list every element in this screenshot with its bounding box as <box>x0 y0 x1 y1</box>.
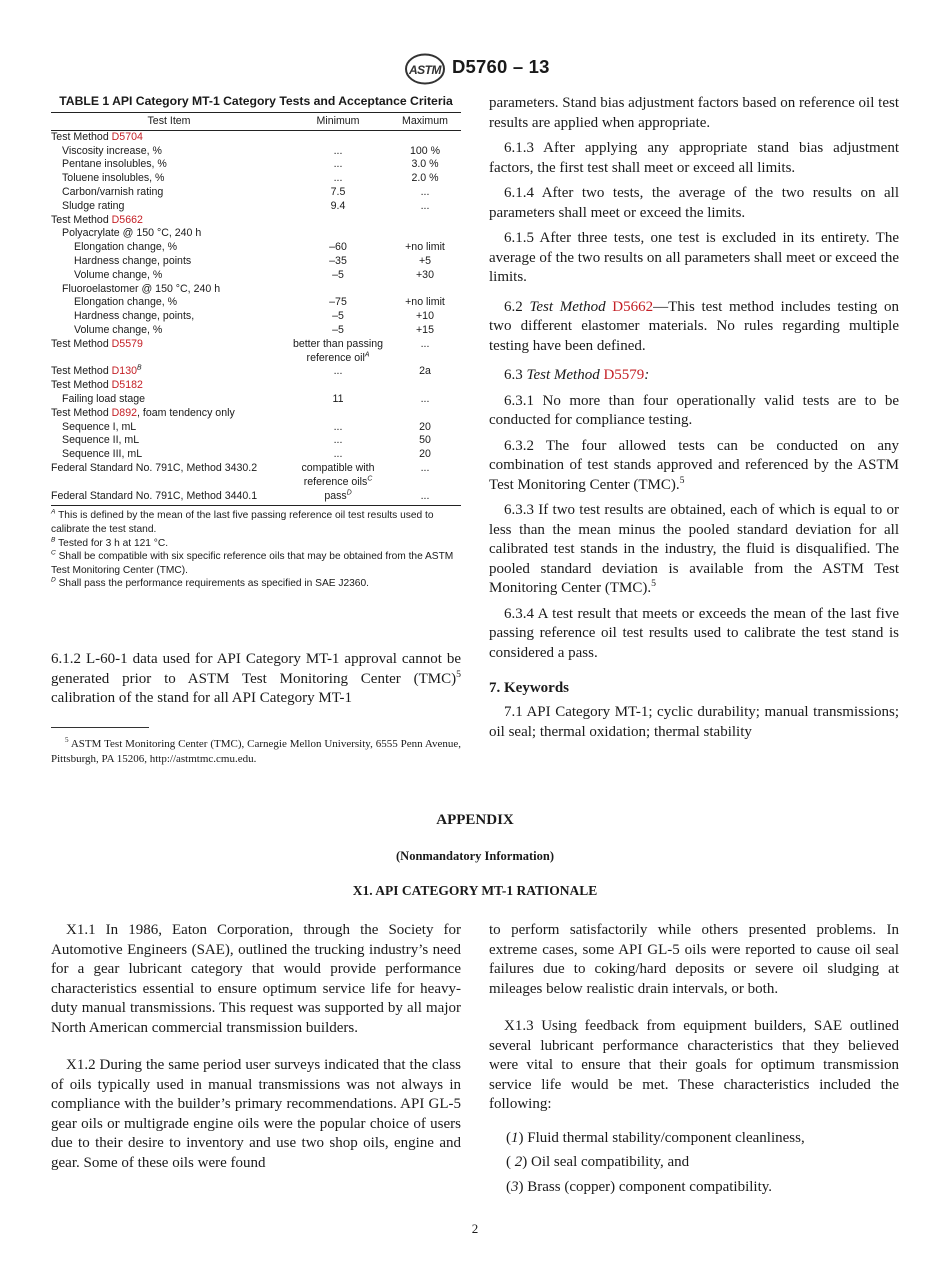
table-title: TABLE 1 API Category MT-1 Category Tests and Acceptance Criteria <box>59 94 453 108</box>
standard-ref-link[interactable]: D892 <box>111 406 137 419</box>
maximum-cell: ... <box>420 461 430 474</box>
appendix-right-column <box>489 921 899 1197</box>
keywords-heading: 7. Keywords <box>489 680 569 696</box>
minimum-cell: –60 <box>329 241 347 254</box>
test-item-cell: Fluoroelastomer @ 150 °C, 240 h <box>62 282 221 295</box>
table-row <box>51 130 461 144</box>
list-item: (3) Brass (copper) component compatibility. <box>506 1178 773 1195</box>
para-6-3-4: 6.3.4 A test result that meets or exceeds the mean of the last five passing reference oil test results used to calibrate the test stand is considered a pass. <box>489 605 899 661</box>
test-item-cell: Sequence I, mL <box>62 420 137 433</box>
test-item-cell: Carbon/varnish rating <box>62 185 164 198</box>
para-6-1-cont: parameters. Stand bias adjustment factors based on reference oil test results are applied when appropriate. <box>489 95 899 131</box>
maximum-cell: 2.0 % <box>411 172 439 185</box>
test-item-cell: Elongation change, % <box>74 241 178 254</box>
table-row <box>51 269 461 283</box>
table-row <box>51 338 461 366</box>
para-6-3-3: 6.3.3 If two test results are obtained, each of which is equal to or less than the mean minus the pooled standard deviation for all calibrated test stands in the industry, the fluid is disqualified. The pooled standard deviation is available from the ASTM Test Monitoring Center (TMC).$^5$ <box>489 502 899 596</box>
minimum-cell <box>287 214 389 228</box>
maximum-cell <box>389 379 461 393</box>
footnote-rule <box>51 727 149 728</box>
table-row <box>51 296 461 310</box>
minimum-cell: 11 <box>332 392 344 405</box>
test-item-cell: Failing load stage <box>62 392 146 405</box>
maximum-cell: ... <box>420 185 430 198</box>
maximum-cell: 3.0 % <box>411 158 439 171</box>
para-6-3: 6.3 Test Method D5579: <box>504 367 650 383</box>
list-item: (1) Fluid thermal stability/component cleanliness, <box>506 1129 805 1146</box>
maximum-cell: ... <box>420 392 430 405</box>
para-6-1-2: 6.1.2 L-60-1 data used for API Category MT-1 approval cannot be generated prior to ASTM Test Monitoring Center (TMC)$^5$ calibration of the stand for all API Category MT-1 <box>51 651 461 706</box>
minimum-cell: ... <box>333 420 343 433</box>
table-row <box>51 255 461 269</box>
minimum-cell: –5 <box>332 323 344 336</box>
minimum-cell: ... <box>333 434 343 447</box>
maximum-cell <box>389 227 461 241</box>
test-item-cell: Test Method D5662 <box>51 213 143 226</box>
characteristics-list <box>489 1129 899 1198</box>
minimum-cell: 7.5 <box>330 185 346 198</box>
page-number: 2 <box>471 1221 479 1236</box>
table-row <box>51 365 461 379</box>
appendix-section-heading: X1. API CATEGORY MT-1 RATIONALE <box>352 883 598 898</box>
table-row <box>51 283 461 297</box>
minimum-cell <box>287 227 389 241</box>
maximum-cell: 2a <box>419 365 431 378</box>
test-item-cell: Federal Standard No. 791C, Method 3440.1 <box>51 490 287 506</box>
table-footnotes <box>51 509 461 591</box>
list-item: ( 2) Oil seal compatibility, and <box>506 1154 690 1170</box>
minimum-cell: pass$^D$ <box>287 490 389 506</box>
minimum-cell <box>287 379 389 393</box>
test-item-cell: Test Method $D130^B$ <box>51 364 142 378</box>
table-row <box>51 434 461 448</box>
table-row <box>51 172 461 186</box>
table-footnote: $^A$ This is defined by the mean of the last five passing reference oil test results used to calibrate the test stand. <box>51 508 434 535</box>
table-row <box>51 407 461 421</box>
minimum-cell: compatible with reference oils$^C$ <box>301 461 375 488</box>
minimum-cell: ... <box>333 365 343 378</box>
left-column <box>51 94 461 706</box>
maximum-cell: ... <box>420 199 430 212</box>
para-x1-2-cont: to perform satisfactorily while others presented problems. In extreme cases, some API GL-5 oils were reported to cause oil seal failures due to coking/hard deposits or severe oil sludging at mileages below realistic drain intervals, or both. <box>489 922 899 997</box>
maximum-cell: 20 <box>419 420 431 433</box>
test-item-cell: Volume change, % <box>74 323 163 336</box>
col-header-maximum: Maximum <box>389 113 461 131</box>
minimum-cell: –75 <box>329 296 347 309</box>
maximum-cell: ... <box>420 337 430 350</box>
table-row <box>51 186 461 200</box>
table-body <box>51 130 461 506</box>
table-row <box>51 200 461 214</box>
para-6-2: 6.2 Test Method D5662—This test method includes testing on two different elastomer materials. No rules regarding multiple testing have been defined. <box>489 298 900 354</box>
acceptance-criteria-table <box>51 112 461 506</box>
table-row <box>51 421 461 435</box>
maximum-cell <box>389 214 461 228</box>
maximum-cell: +5 <box>418 254 432 267</box>
minimum-cell: –5 <box>332 310 344 323</box>
standard-ref-link[interactable]: D130 <box>111 365 137 378</box>
minimum-cell: –5 <box>332 268 344 281</box>
test-item-cell: Test Method D5182 <box>51 379 143 392</box>
maximum-cell <box>389 283 461 297</box>
minimum-cell: –35 <box>329 254 347 267</box>
maximum-cell: 20 <box>419 448 431 461</box>
svg-text:ASTM: ASTM <box>409 63 441 77</box>
test-item-cell: Elongation change, % <box>74 296 178 309</box>
table-row <box>51 393 461 407</box>
appendix-left-column <box>51 921 461 1173</box>
maximum-cell <box>389 407 461 421</box>
table-row <box>51 145 461 159</box>
test-item-cell: Pentane insolubles, % <box>62 158 167 171</box>
maximum-cell: +30 <box>416 268 434 281</box>
table-row <box>51 448 461 462</box>
appendix-title: APPENDIX <box>436 812 514 828</box>
maximum-cell: 50 <box>419 434 431 447</box>
standard-ref-link[interactable]: D5662 <box>111 213 143 226</box>
para-x1-1: X1.1 In 1986, Eaton Corporation, through the Society for Automotive Engineers (SAE), outlined the trucking industry’s need for a gear lubricant category that would provide performance characteristics essential to ensure optimum service life for heavy-duty manual transmissions. This request was supported by all major North American commercial transmission builders. <box>51 922 461 1036</box>
standard-ref-link[interactable]: D5704 <box>111 130 143 143</box>
table-row <box>51 379 461 393</box>
para-7-1: 7.1 API Category MT-1; cyclic durability; manual transmissions; oil seal; thermal oxidation; thermal stability <box>489 704 899 740</box>
astm-logo-icon <box>404 53 446 85</box>
para-6-1-4: 6.1.4 After two tests, the average of the two results on all parameters shall meet or exceed the limits. <box>489 185 899 221</box>
standard-ref-link[interactable]: D5182 <box>111 379 143 392</box>
standard-ref-link[interactable]: D5579 <box>111 337 143 350</box>
standard-designation: D5760 – 13 <box>452 56 550 77</box>
table-row <box>51 214 461 228</box>
maximum-cell: +no limit <box>405 296 445 309</box>
para-x1-2: X1.2 During the same period user surveys indicated that the class of oils typically used in manual transmissions was not always in compliance with the builder’s primary recommendations. API GL-5 gear oils or multigrade engine oils were the popular choice of users due to their desire to inventory and use two shop oils, engine and gear. Some of these oils were found <box>51 1057 461 1171</box>
col-header-test-item: Test Item <box>51 113 287 131</box>
para-6-3-1: 6.3.1 No more than four operationally valid tests are to be conducted for compliance testing. <box>489 392 899 428</box>
link-d5662[interactable]: D5662 <box>612 298 654 315</box>
footnote-5: $^5$ ASTM Test Monitoring Center (TMC), Carnegie Mellon University, 6555 Penn Avenue, Pittsburgh, PA 15206, http://astmtmc.cmu.edu. <box>51 736 461 765</box>
minimum-cell <box>287 130 389 144</box>
table-row <box>51 241 461 255</box>
para-x1-3: X1.3 Using feedback from equipment builders, SAE outlined several lubricant performance characteristics that they believed were vital to ensure that their goals for optimum transmission service life would be met. These characteristics included the following: <box>489 1018 899 1112</box>
test-item-cell: Hardness change, points <box>74 254 192 267</box>
table-row <box>51 462 461 490</box>
page-header <box>0 53 950 87</box>
test-item-cell: Test Method D5704 <box>51 130 143 143</box>
test-item-cell: Viscosity increase, % <box>62 144 162 157</box>
para-6-1-3: 6.1.3 After applying any appropriate stand bias adjustment factors, the first test shall meet or exceed all limits. <box>489 140 899 176</box>
col-header-minimum: Minimum <box>287 113 389 131</box>
minimum-cell: 9.4 <box>330 199 346 212</box>
test-item-cell: Test Method D892, foam tendency only <box>51 406 235 419</box>
test-item-cell: Sludge rating <box>62 199 125 212</box>
maximum-cell: ... <box>389 490 461 506</box>
test-item-cell: Hardness change, points, <box>74 310 195 323</box>
minimum-cell: ... <box>333 448 343 461</box>
para-6-3-2: 6.3.2 The four allowed tests can be conducted on any combination of test stands approved and referenced by the ASTM Test Monitoring Center (TMC).$^5$ <box>489 437 899 493</box>
minimum-cell: ... <box>333 158 343 171</box>
test-item-cell: Volume change, % <box>74 268 163 281</box>
table-row <box>51 310 461 324</box>
test-item-cell: Sequence II, mL <box>62 434 140 447</box>
table-row <box>51 490 461 506</box>
test-item-cell: Toluene insolubles, % <box>62 172 165 185</box>
maximum-cell: +10 <box>416 310 434 323</box>
right-column <box>489 94 899 742</box>
appendix-subtitle: (Nonmandatory Information) <box>396 849 554 863</box>
para-6-1-5: 6.1.5 After three tests, one test is excluded in its entirety. The average of the two results on all parameters shall meet or exceed the limits. <box>489 230 899 285</box>
minimum-cell: better than passing reference oil$^A$ <box>292 337 384 364</box>
table-footnote: $^C$ Shall be compatible with six specific reference oils that may be obtained from the ASTM Test Monitoring Center (TMC). <box>51 549 454 576</box>
minimum-cell: ... <box>333 172 343 185</box>
maximum-cell: +no limit <box>405 241 445 254</box>
maximum-cell: +15 <box>416 323 434 336</box>
maximum-cell <box>389 130 461 144</box>
table-row <box>51 227 461 241</box>
table-footnote: $^B$ Tested for 3 h at 121 °C. <box>51 536 169 549</box>
minimum-cell <box>287 407 389 421</box>
table-row <box>51 158 461 172</box>
table-row <box>51 324 461 338</box>
maximum-cell: 100 % <box>409 144 441 157</box>
test-item-cell: Sequence III, mL <box>62 448 143 461</box>
minimum-cell <box>287 283 389 297</box>
table-footnote: $^D$ Shall pass the performance requirements as specified in SAE J2360. <box>51 576 369 590</box>
test-item-cell: Test Method D5579 <box>51 337 143 350</box>
link-d5579[interactable]: D5579 <box>603 367 645 383</box>
test-item-cell: Polyacrylate @ 150 °C, 240 h <box>62 227 202 240</box>
minimum-cell: ... <box>333 144 343 157</box>
test-item-cell: Federal Standard No. 791C, Method 3430.2 <box>51 461 258 474</box>
